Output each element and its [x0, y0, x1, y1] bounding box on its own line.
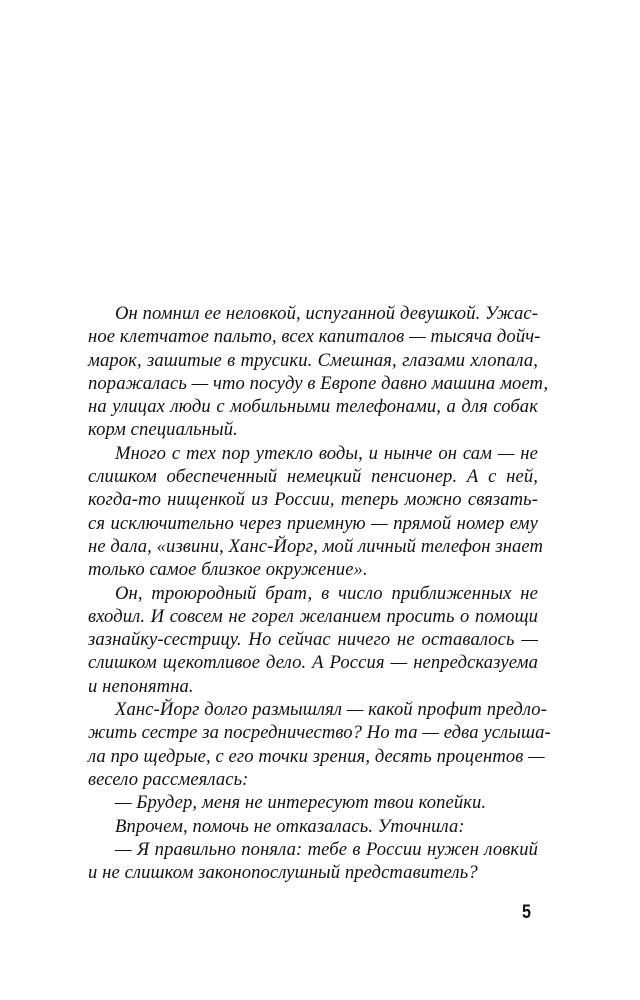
- text-line: входил. И совсем не горел желанием просить о помощи: [88, 605, 538, 627]
- text-line: ся исключительно через приемную — прямой номер ему: [88, 512, 538, 534]
- text-line: не дала, «извини, Ханс-Йорг, мой личный телефон знает: [88, 535, 544, 557]
- text-line: — Брудер, меня не интересуют твои копейки.: [115, 792, 487, 814]
- text-line: поражалась — что посуду в Европе давно машина моет,: [88, 372, 549, 394]
- text-line: Он, троюродный брат, в число приближенных не: [115, 582, 538, 604]
- text-line: весело рассмеялась:: [88, 768, 249, 790]
- text-line: и не слишком законопослушный представитель?: [88, 862, 478, 884]
- text-line: на улицах люди с мобильными телефонами, а для собак: [88, 396, 538, 418]
- text-line: марок, зашитые в трусики. Смешная, глазами хлопала,: [88, 349, 538, 371]
- text-line: ла про щедрые, с его точки зрения, десять процентов —: [88, 745, 545, 767]
- page-number: 5: [522, 902, 531, 923]
- text-line: когда-то нищенкой из России, теперь можно связать-: [88, 489, 538, 511]
- text-line: Много с тех пор утекло воды, и нынче он сам — не: [115, 442, 538, 464]
- text-line: ное клетчатое пальто, всех капиталов — тысяча дойч-: [88, 326, 541, 348]
- text-line: зазнайку-сестрицу. Но сейчас ничего не оставалось —: [88, 629, 538, 651]
- text-line: Он помнил ее неловкой, испуганной девушкой. Ужас-: [115, 303, 538, 324]
- text-line: слишком обеспеченный немецкий пенсионер. А с ней,: [88, 466, 538, 488]
- text-line: слишком щекотливое дело. А Россия — непредсказуема: [88, 652, 538, 674]
- text-line: только самое близкое окружение».: [88, 559, 368, 581]
- text-line: — Я правильно поняла: тебе в России нужен ловкий: [115, 838, 538, 860]
- text-line: корм специальный.: [88, 419, 238, 441]
- text-line: и непонятна.: [88, 675, 194, 697]
- text-line: Ханс-Йорг долго размышлял — какой профит предло-: [115, 699, 548, 721]
- text-line: Впрочем, помочь не отказалась. Уточнила:: [115, 815, 465, 837]
- text-line: жить сестре за посредничество? Но та — едва услыша-: [88, 722, 551, 744]
- body-text: [88, 302, 551, 884]
